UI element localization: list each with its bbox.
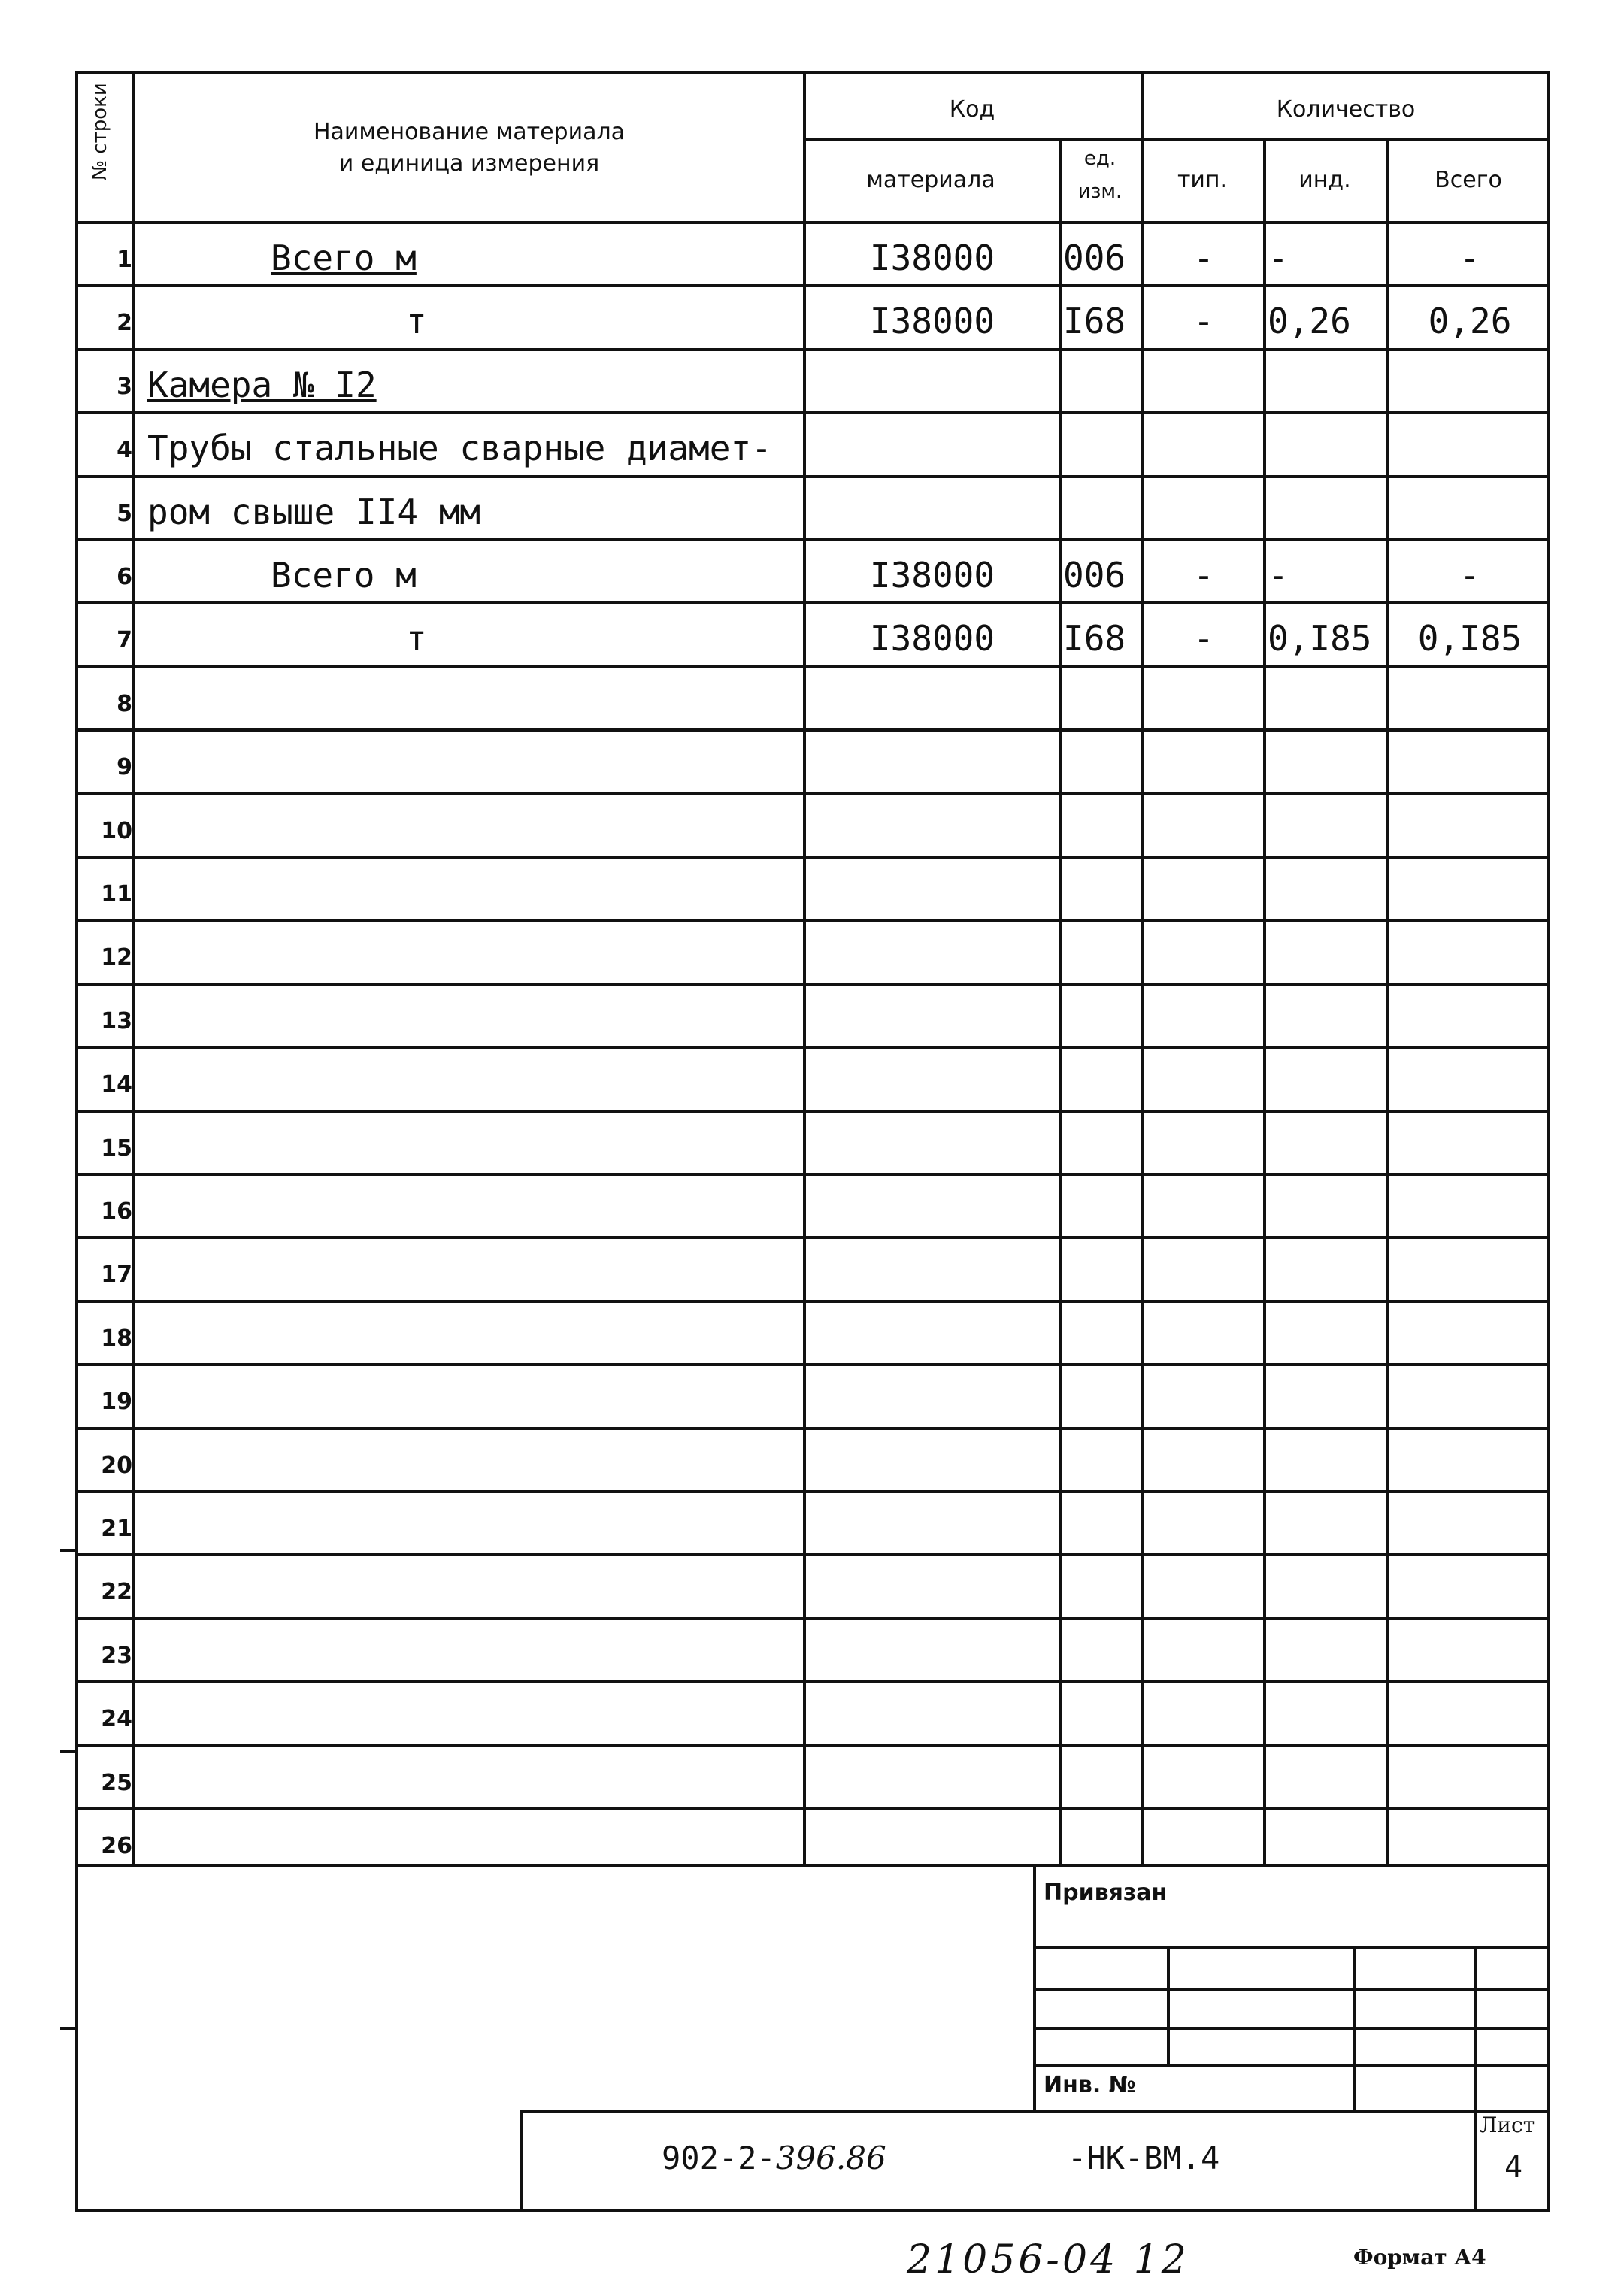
- row-divider: [75, 1427, 1550, 1430]
- row-number: 22: [101, 1579, 132, 1606]
- row-number-header: № строки: [89, 83, 111, 180]
- designation-left-line: [520, 2110, 523, 2212]
- stamp-vline-1: [1167, 1946, 1170, 2064]
- material-name: ром свыше II4 мм: [147, 491, 481, 532]
- unit-code: I68: [1063, 301, 1126, 342]
- document-suffix: -НК-ВМ.4: [1068, 2140, 1220, 2176]
- row-number: 23: [101, 1642, 132, 1669]
- quantity-ind: 0,26: [1268, 301, 1351, 342]
- row-number: 24: [101, 1706, 132, 1733]
- row-number: 1: [117, 247, 132, 273]
- quantity-header: Количество: [1276, 96, 1416, 123]
- col-divider-code: [1059, 138, 1062, 1867]
- unit-code: 006: [1063, 555, 1126, 595]
- row-number: 2: [117, 310, 132, 337]
- typ-header: тип.: [1177, 167, 1228, 193]
- row-number: 16: [101, 1198, 132, 1225]
- sheet-label: Лист: [1480, 2113, 1535, 2137]
- row-divider: [75, 1363, 1550, 1366]
- format-label: Формат А4: [1353, 2245, 1486, 2270]
- stamp-line-4: [1033, 2064, 1550, 2067]
- row-number: 21: [101, 1516, 132, 1542]
- row-divider: [75, 1617, 1550, 1620]
- row-number: 14: [101, 1071, 132, 1098]
- unit-header-line1: ед.: [1083, 147, 1116, 170]
- row-number: 10: [101, 817, 132, 844]
- unit-code: 006: [1063, 238, 1126, 278]
- unit-code: I68: [1063, 618, 1126, 659]
- quantity-typ: -: [1193, 618, 1214, 659]
- row-number: 9: [117, 754, 132, 781]
- material-name: т: [406, 618, 427, 659]
- row-divider: [75, 792, 1550, 795]
- quantity-ind: -: [1268, 555, 1289, 595]
- quantity-total: 0,26: [1428, 301, 1512, 342]
- row-divider: [75, 1300, 1550, 1303]
- privyazan-label: Привязан: [1044, 1880, 1168, 1906]
- stamp-line-2: [1033, 1988, 1550, 1991]
- row-divider: [75, 601, 1550, 604]
- document-code: [662, 2140, 886, 2176]
- row-number: 4: [117, 437, 132, 464]
- quantity-ind: 0,I85: [1268, 618, 1372, 659]
- quantity-typ: -: [1193, 238, 1214, 278]
- material-name: т: [406, 301, 427, 342]
- row-number: 5: [117, 500, 132, 527]
- material-name: Трубы стальные сварные диамет-: [147, 428, 772, 469]
- stamp-line-3: [1033, 2027, 1550, 2030]
- material-code: I38000: [869, 238, 995, 278]
- row-divider: [75, 665, 1550, 668]
- row-divider: [75, 348, 1550, 351]
- row-divider: [75, 856, 1550, 859]
- row-divider: [75, 728, 1550, 732]
- row-number: 26: [101, 1833, 132, 1859]
- row-number: 13: [101, 1007, 132, 1034]
- row-divider: [75, 284, 1550, 287]
- material-header: материала: [866, 167, 995, 193]
- quantity-total: -: [1459, 238, 1480, 278]
- row-number: 17: [101, 1262, 132, 1289]
- row-number: 19: [101, 1389, 132, 1416]
- material-name: Камера № I2: [147, 364, 377, 405]
- row-divider: [75, 1490, 1550, 1493]
- row-divider: [75, 1110, 1550, 1113]
- doc-handwritten: 396.86: [775, 2140, 886, 2176]
- row-divider: [75, 1680, 1550, 1683]
- stamp-vline-2: [1353, 1946, 1356, 2113]
- row-number: 18: [101, 1325, 132, 1352]
- row-number: 8: [117, 690, 132, 717]
- margin-tick: [60, 1549, 77, 1552]
- name-header-line2: и единица измерения: [338, 150, 600, 177]
- header-bottom-line: [75, 221, 1550, 224]
- quantity-typ: -: [1193, 301, 1214, 342]
- header-subrow-line: [803, 138, 1550, 141]
- ind-header: инд.: [1298, 167, 1351, 193]
- row-divider: [75, 1553, 1550, 1556]
- margin-tick: [60, 1750, 77, 1753]
- row-divider: [75, 1236, 1550, 1239]
- row-divider: [75, 983, 1550, 986]
- quantity-ind: -: [1268, 238, 1289, 278]
- material-code: I38000: [869, 301, 995, 342]
- designation-top-line: [520, 2110, 1550, 2113]
- material-code: I38000: [869, 555, 995, 595]
- row-divider: [75, 538, 1550, 541]
- material-name: Всего м: [271, 555, 417, 595]
- inv-label: Инв. №: [1044, 2072, 1136, 2098]
- handwritten-archive-number: 21056-04 12: [907, 2237, 1189, 2282]
- quantity-total: -: [1459, 555, 1480, 595]
- row-number: 25: [101, 1769, 132, 1796]
- margin-tick: [60, 2027, 77, 2030]
- quantity-total: 0,I85: [1417, 618, 1522, 659]
- row-number: 3: [117, 373, 132, 400]
- col-divider-rownum: [132, 71, 135, 1867]
- col-divider-ind: [1386, 138, 1389, 1867]
- row-number: 15: [101, 1134, 132, 1162]
- name-header-line1: Наименование материала: [313, 119, 626, 145]
- row-number: 11: [101, 881, 132, 907]
- row-divider: [75, 1744, 1550, 1747]
- code-header: Код: [949, 96, 995, 123]
- row-divider: [75, 919, 1550, 922]
- row-divider: [75, 1046, 1550, 1049]
- row-number: 6: [117, 564, 132, 590]
- unit-header-line2: изм.: [1077, 180, 1123, 203]
- row-number: 12: [101, 944, 132, 971]
- sheet-number: 4: [1504, 2150, 1523, 2185]
- row-divider: [75, 475, 1550, 478]
- stamp-line-1: [1033, 1946, 1550, 1949]
- row-number: 20: [101, 1452, 132, 1479]
- row-divider: [75, 1173, 1550, 1176]
- stamp-vline-3: [1474, 1946, 1477, 2113]
- row-divider: [75, 1807, 1550, 1810]
- material-name: Всего м: [271, 238, 417, 278]
- doc-prefix: 902-2-: [662, 2140, 776, 2176]
- total-header: Всего: [1435, 167, 1502, 193]
- material-code: I38000: [869, 618, 995, 659]
- quantity-typ: -: [1193, 555, 1214, 595]
- row-divider: [75, 411, 1550, 414]
- row-number: 7: [117, 627, 132, 654]
- col-divider-typ: [1263, 138, 1266, 1867]
